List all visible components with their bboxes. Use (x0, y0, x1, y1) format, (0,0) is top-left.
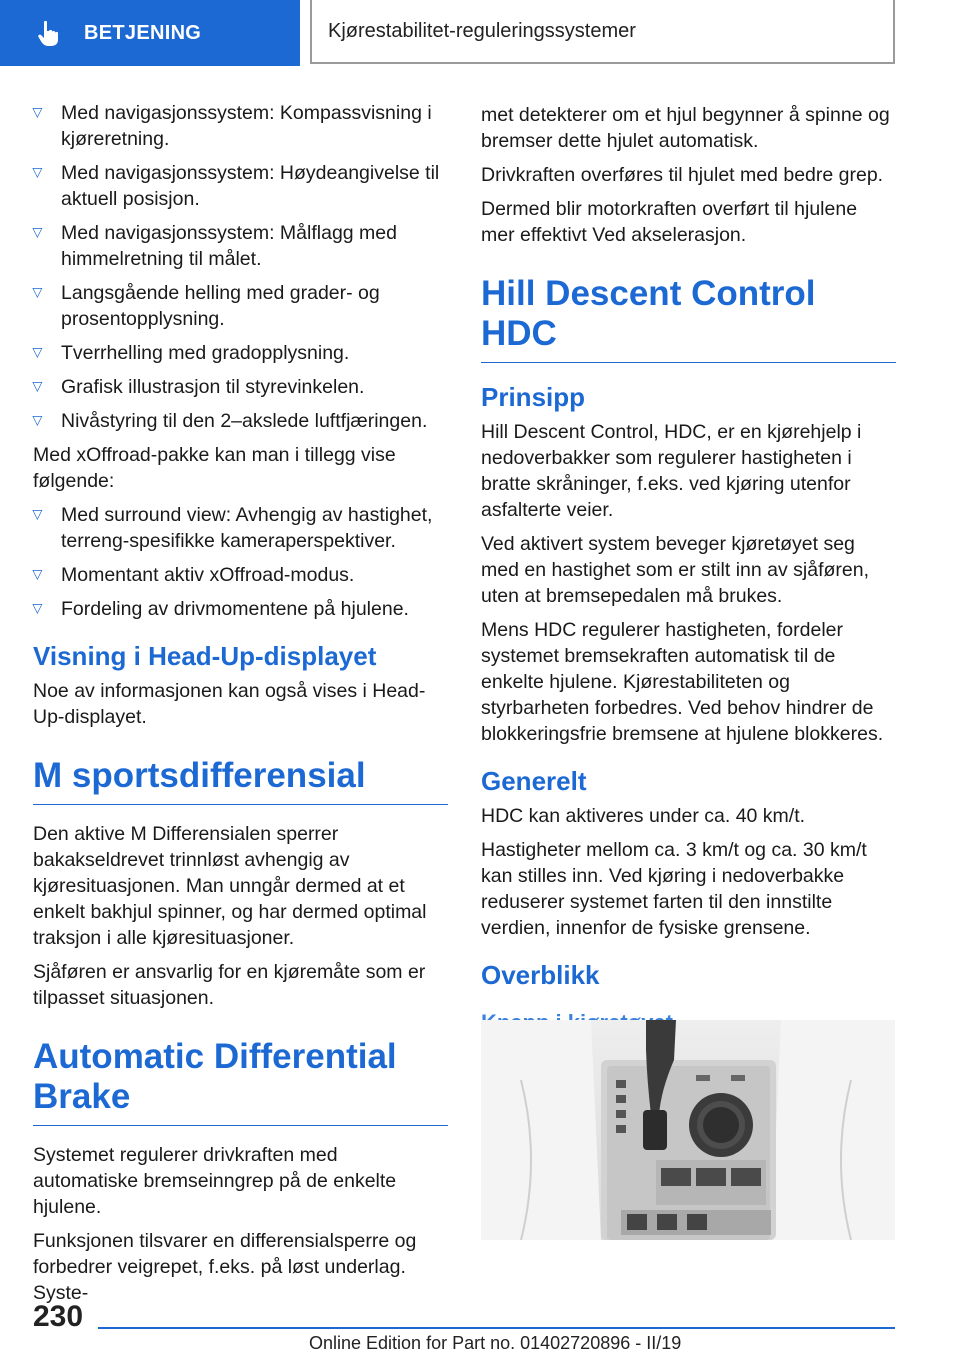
adb-text: Systemet regulerer drivkraften med automatiske bremseinngrep på de enkelte hjulene. (33, 1144, 397, 1218)
section-tab (0, 0, 300, 66)
list-item: ▷ Fordeling av drivmomentene på hjulene. (33, 596, 448, 622)
adb-text: Dermed blir motorkraften overført til hjulene mer effektivt Ved akselerasjon. (481, 198, 858, 246)
chapter-title: Kjørestabilitet-reguleringssystemer (328, 19, 636, 42)
display-info-list (33, 100, 448, 434)
list-item: ▷ Med navigasjonssystem: Målflagg med himmelretning til målet. (33, 220, 448, 272)
center-console-photo (481, 1020, 895, 1240)
msport-text: Den aktive M Differensialen sperrer bakakseldrevet trinnløst avhengig av kjøresituasjonen. Man unngår dermed at et enkelt bakhjul spinner, og har dermed optimal traksjon i alle kjøresituasjoner. (33, 823, 427, 949)
hdc-heading: Hill Descent Control HDC (481, 274, 896, 363)
section-label: BETJENING (84, 21, 202, 44)
principle-heading: Prinsipp (481, 382, 586, 412)
msport-heading: M sportsdifferensial (33, 756, 448, 805)
adb-text: Funksjonen tilsvarer en differensialsperre og forbedrer veigrepet, f.eks. på løst underlag. Syste- (33, 1230, 417, 1304)
general-text: Hastigheter mellom ca. 3 km/t og ca. 30 km/t kan stilles inn. Ved kjøring i nedoverbakke reduserer systemet farten til den innstilte verdien, innenfor de fysiske grensene. (481, 839, 867, 939)
adb-text: met detekterer om et hjul begynner å spinne og bremser dette hjulet automatisk. (481, 104, 890, 152)
xoffroad-list (33, 502, 448, 622)
list-item: ▷ Med navigasjonssystem: Høydeangivelse til aktuell posisjon. (33, 160, 448, 212)
principle-text: Mens HDC regulerer hastigheten, fordeler systemet bremsekraften automatisk til de enkelte hjulene. Kjørestabiliteten og styrbarheten forbedres. Ved behov hindrer de blokkeringsfrie bremsene at hjulene blokkeres. (481, 619, 884, 745)
general-heading: Generelt (481, 766, 587, 796)
edition-text: Online Edition for Part no. 01402720896 - II/19 (309, 1333, 682, 1353)
list-item: ▷ Momentant aktiv xOffroad-modus. (33, 562, 448, 588)
list-item: ▷ Langsgående helling med grader- og prosentopplysning. (33, 280, 448, 332)
pointing-hand-icon (34, 18, 64, 48)
right-column (481, 102, 896, 1053)
overview-heading: Overblikk (481, 960, 600, 990)
xoffroad-intro: Med xOffroad-pakke kan man i tillegg vise følgende: (33, 444, 396, 492)
hud-text: Noe av informasjonen kan også vises i Head-Up-displayet. (33, 680, 426, 728)
list-item: ▷ Grafisk illustrasjon til styrevinkelen. (33, 374, 448, 400)
msport-text: Sjåføren er ansvarlig for en kjøremåte som er tilpasset situasjonen. (33, 961, 426, 1009)
list-item: ▷ Tverrhelling med gradopplysning. (33, 340, 448, 366)
list-item: ▷ Med surround view: Avhengig av hastighet, terreng-spesifikke kameraperspektiver. (33, 502, 448, 554)
center-console-illustration (481, 1020, 895, 1240)
list-item: ▷ Nivåstyring til den 2–akslede luftfjæringen. (33, 408, 448, 434)
left-column (33, 100, 448, 1314)
page-number: 230 (33, 1300, 84, 1333)
hud-heading: Visning i Head-Up-displayet (33, 641, 377, 671)
footer-divider (98, 1327, 895, 1329)
chapter-header (310, 0, 895, 64)
adb-heading: Automatic Differential Brake (33, 1037, 448, 1126)
adb-text: Drivkraften overføres til hjulet med bedre grep. (481, 164, 884, 186)
list-item: ▷ Med navigasjonssystem: Kompassvisning i kjøreretning. (33, 100, 448, 152)
general-text: HDC kan aktiveres under ca. 40 km/t. (481, 805, 806, 827)
principle-text: Ved aktivert system beveger kjøretøyet seg med en hastighet som er stilt inn av sjåføren, uten at bremsepedalen må brukes. (481, 533, 870, 607)
principle-text: Hill Descent Control, HDC, er en kjørehjelp i nedoverbakker som regulerer hastigheten i bratte skråninger, f.eks. ved kjøring utenfor asfalterte veier. (481, 421, 862, 521)
